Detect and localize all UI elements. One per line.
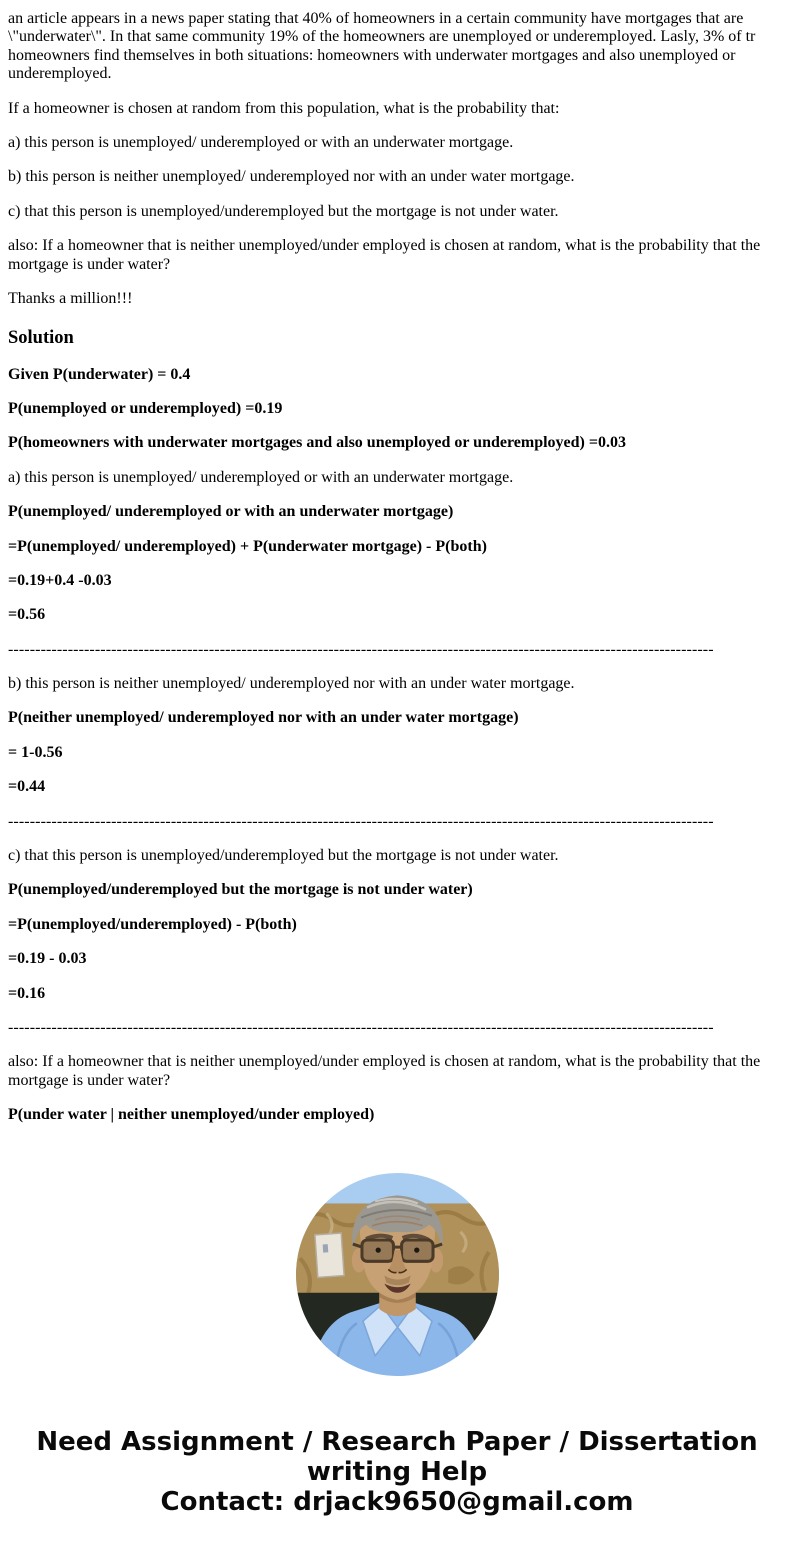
given-underwater: Given P(underwater) = 0.4 bbox=[8, 365, 191, 383]
solution-heading: Solution bbox=[8, 328, 74, 349]
solution-b-restate: b) this person is neither unemployed/ underemployed nor with an under water mortgage. bbox=[8, 675, 575, 693]
question-also: also: If a homeowner that is neither unemployed/under employed is chosen at random, what is the probability that the mortgage is under water? bbox=[8, 237, 761, 273]
question-prompt: If a homeowner is chosen at random from this population, what is the probability that: bbox=[8, 99, 560, 117]
solution-a-answer: =0.56 bbox=[8, 606, 46, 624]
solution-c-step-1: P(unemployed/underemployed but the mortgage is not under water) bbox=[8, 881, 473, 899]
solution-also-restate: also: If a homeowner that is neither unemployed/under employed is chosen at random, what is the probability that the mortgage is under water? bbox=[8, 1053, 761, 1089]
person-avatar bbox=[296, 1173, 499, 1376]
question-thanks: Thanks a million!!! bbox=[8, 289, 133, 307]
avatar-switch-plate bbox=[314, 1233, 343, 1277]
solution-also-formula: P(under water | neither unemployed/under employed) bbox=[8, 1106, 375, 1124]
solution-c-step-3: =0.19 - 0.03 bbox=[8, 950, 87, 968]
solution-a-step-2: =P(unemployed/ underemployed) + P(underwater mortgage) - P(both) bbox=[8, 537, 487, 555]
question-part-b: b) this person is neither unemployed/ underemployed nor with an under water mortgage. bbox=[8, 168, 575, 186]
given-unemployed: P(unemployed or underemployed) =0.19 bbox=[8, 399, 283, 417]
footer-help-text: Need Assignment / Research Paper / Dissertation writing Help bbox=[36, 1426, 758, 1488]
solution-b-step-2: = 1-0.56 bbox=[8, 743, 63, 761]
solution-c-step-2: =P(unemployed/underemployed) - P(both) bbox=[8, 915, 297, 933]
question-part-c: c) that this person is unemployed/underemployed but the mortgage is not under water. bbox=[8, 202, 559, 220]
solution-a-restate: a) this person is unemployed/ underemployed or with an underwater mortgage. bbox=[8, 468, 514, 486]
separator: ---------------------------------------------------------------------------------------------------------------------------------- bbox=[8, 640, 714, 658]
question-part-a: a) this person is unemployed/ underemployed or with an underwater mortgage. bbox=[8, 133, 514, 151]
footer-contact-email: Contact: drjack9650@gmail.com bbox=[160, 1487, 634, 1518]
solution-b-answer: =0.44 bbox=[8, 778, 46, 796]
given-both: P(homeowners with underwater mortgages and also unemployed or underemployed) =0.03 bbox=[8, 434, 626, 452]
question-intro: an article appears in a news paper stating that 40% of homeowners in a certain community have mortgages that are \"underwater\". In that same community 19% of the homeowners are unemployed or underemployed. Lasly, 3% of tr homeowners find themselves in both situations: homeowners with underwater mortgages and also unemployed or underemployed. bbox=[8, 10, 756, 83]
footer bbox=[8, 1427, 786, 1517]
solution-a-step-3: =0.19+0.4 -0.03 bbox=[8, 571, 112, 589]
solution-c-restate: c) that this person is unemployed/underemployed but the mortgage is not under water. bbox=[8, 847, 559, 865]
separator: ---------------------------------------------------------------------------------------------------------------------------------- bbox=[8, 812, 714, 830]
solution-c-answer: =0.16 bbox=[8, 984, 46, 1002]
tutor-photo bbox=[8, 1173, 786, 1381]
separator: ---------------------------------------------------------------------------------------------------------------------------------- bbox=[8, 1018, 714, 1036]
solution-b-step-1: P(neither unemployed/ underemployed nor with an under water mortgage) bbox=[8, 709, 519, 727]
solution-a-step-1: P(unemployed/ underemployed or with an underwater mortgage) bbox=[8, 503, 454, 521]
